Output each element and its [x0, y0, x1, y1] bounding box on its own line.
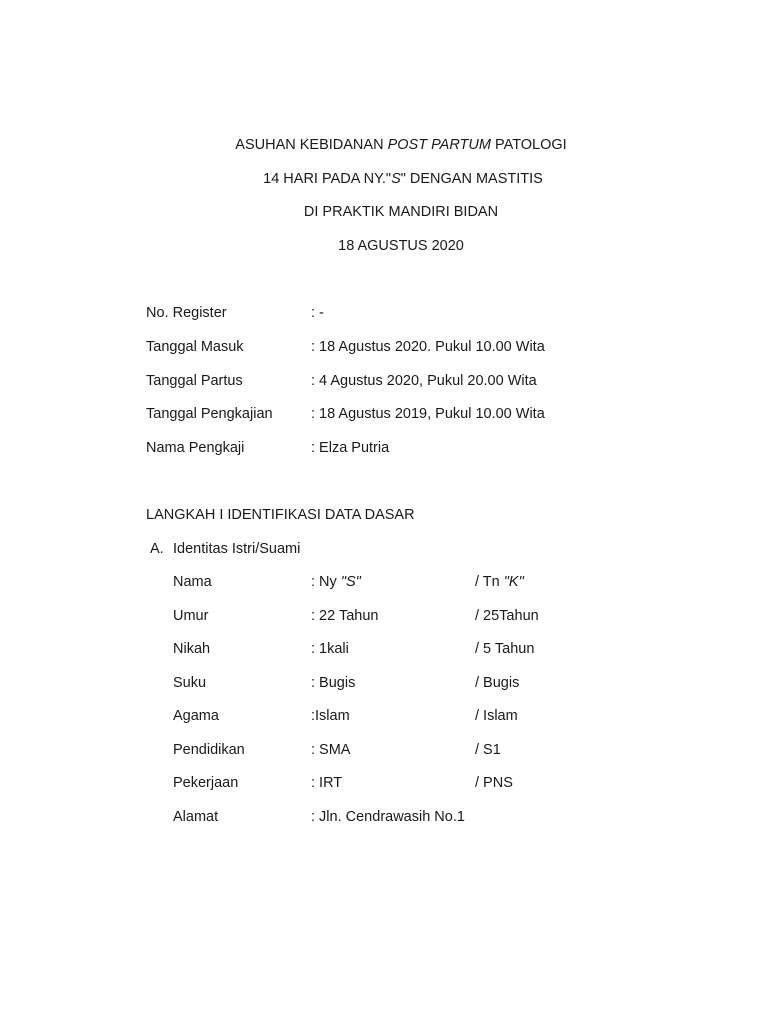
title-line-1 [0, 137, 768, 153]
title-italic-text: S [391, 171, 401, 187]
list-marker: A. [150, 541, 164, 557]
wife-value: : Bugis [311, 675, 356, 691]
wife-value: : Jln. Cendrawasih No.1 [311, 809, 465, 825]
identity-label: Umur [173, 608, 209, 624]
title-text: ASUHAN KEBIDANAN [235, 137, 388, 153]
husband-value: / PNS [475, 775, 513, 791]
husband-value: / 5 Tahun [475, 641, 535, 657]
title-line-3: DI PRAKTIK MANDIRI BIDAN [303, 204, 499, 220]
identity-label: Suku [173, 675, 207, 691]
title-text: 14 HARI PADA NY." [263, 171, 392, 187]
field-value: : - [311, 305, 324, 321]
field-label: Tanggal Pengkajian [146, 406, 273, 422]
identity-label: Pekerjaan [173, 775, 239, 791]
husband-value: / Tn "K" [475, 574, 524, 590]
wife-value: : 1kali [311, 641, 349, 657]
wife-value: : SMA [311, 742, 351, 758]
title-italic-text: POST PARTUM [387, 137, 491, 153]
subsection-label: Identitas Istri/Suami [173, 541, 301, 557]
wife-value: : Ny "S" [311, 574, 361, 590]
identity-label: Nama [173, 574, 212, 590]
husband-value: / Bugis [475, 675, 520, 691]
field-value: : 18 Agustus 2020. Pukul 10.00 Wita [311, 339, 545, 355]
field-value: : 18 Agustus 2019, Pukul 10.00 Wita [311, 406, 545, 422]
title-text: " DENGAN MASTITIS [400, 171, 543, 187]
title-text: PATOLOGI [490, 137, 567, 153]
identity-label: Nikah [173, 641, 211, 657]
husband-value: / S1 [475, 742, 501, 758]
husband-value: / 25Tahun [475, 608, 539, 624]
husband-value: / Islam [475, 708, 518, 724]
wife-value: :Islam [311, 708, 350, 724]
field-label: Tanggal Partus [146, 373, 243, 389]
identity-label: Pendidikan [173, 742, 245, 758]
wife-value: : IRT [311, 775, 343, 791]
subsection-heading [150, 541, 300, 557]
section-heading: LANGKAH I IDENTIFIKASI DATA DASAR [146, 507, 415, 523]
field-label: No. Register [146, 305, 227, 321]
field-value: : Elza Putria [311, 440, 390, 456]
title-line-4: 18 AGUSTUS 2020 [338, 238, 464, 254]
field-label: Tanggal Masuk [146, 339, 244, 355]
wife-value: : 22 Tahun [311, 608, 379, 624]
identity-label: Agama [173, 708, 219, 724]
identity-label: Alamat [173, 809, 219, 825]
field-label: Nama Pengkaji [146, 440, 245, 456]
field-value: : 4 Agustus 2020, Pukul 20.00 Wita [311, 373, 537, 389]
title-line-2 [2, 171, 768, 187]
